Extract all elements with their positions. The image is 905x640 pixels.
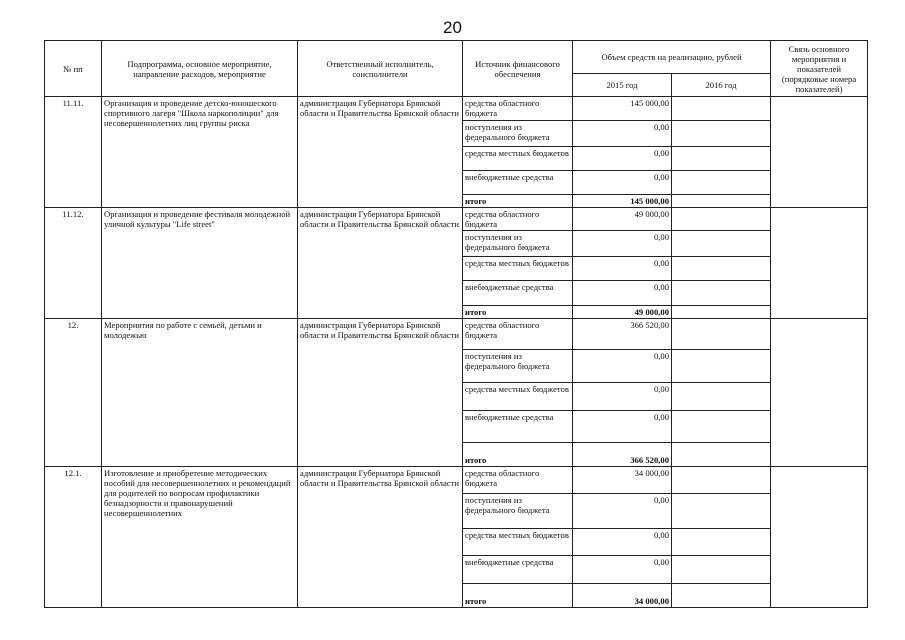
amount-2015: 0,00: [573, 383, 672, 411]
row-number: 12.1.: [45, 467, 102, 608]
funding-source: внебюджетные средства: [463, 281, 573, 306]
total-label: итого: [463, 443, 573, 467]
amount-2015: 145 000,00: [573, 97, 672, 121]
amount-2016: [672, 494, 771, 529]
funding-source: средства местных бюджетов: [463, 529, 573, 556]
amount-2015: 49 000,00: [573, 208, 672, 231]
table-row: [45, 208, 868, 231]
funding-source: поступления из федерального бюджета: [463, 231, 573, 257]
total-2015: 366 520,00: [573, 443, 672, 467]
funding-source: средства областного бюджета: [463, 467, 573, 494]
amount-2016: [672, 231, 771, 257]
row-number: 12.: [45, 319, 102, 467]
amount-2016: [672, 257, 771, 281]
amount-2016: [672, 529, 771, 556]
amount-2016: [672, 556, 771, 584]
amount-2016: [672, 467, 771, 494]
funding-source: внебюджетные средства: [463, 556, 573, 584]
funding-table: [44, 40, 868, 608]
indicator-link: [771, 208, 868, 319]
table-row: [45, 319, 868, 350]
total-2016: [672, 443, 771, 467]
amount-2016: [672, 97, 771, 121]
amount-2015: 0,00: [573, 121, 672, 147]
amount-2015: 0,00: [573, 171, 672, 195]
amount-2015: 0,00: [573, 494, 672, 529]
total-2015: 145 000,00: [573, 195, 672, 208]
total-2015: 34 000,00: [573, 584, 672, 608]
page-number: 20: [443, 18, 462, 37]
amount-2015: 0,00: [573, 556, 672, 584]
total-2016: [672, 306, 771, 319]
total-label: итого: [463, 584, 573, 608]
amount-2015: 0,00: [573, 281, 672, 306]
total-label: итого: [463, 306, 573, 319]
amount-2015: 0,00: [573, 231, 672, 257]
executor: администрация Губернатора Брянской области и Правительства Брянской области: [298, 97, 463, 208]
funding-source: поступления из федерального бюджета: [463, 494, 573, 529]
funding-source: средства местных бюджетов: [463, 147, 573, 171]
funding-source: внебюджетные средства: [463, 171, 573, 195]
funding-source: средства областного бюджета: [463, 319, 573, 350]
funding-source: поступления из федерального бюджета: [463, 350, 573, 383]
executor: администрация Губернатора Брянской области и Правительства Брянской области: [298, 208, 463, 319]
indicator-link: [771, 97, 868, 208]
amount-2016: [672, 383, 771, 411]
executor: администрация Губернатора Брянской области и Правительства Брянской области: [298, 467, 463, 608]
row-number: 11.12.: [45, 208, 102, 319]
amount-2016: [672, 171, 771, 195]
amount-2016: [672, 147, 771, 171]
amount-2016: [672, 208, 771, 231]
indicator-link: [771, 467, 868, 608]
activity-name: Мероприятия по работе с семьей, детьми и молодежью: [102, 319, 298, 467]
header-link: Связь основного мероприятия и показателей (порядковые номера показателей): [771, 41, 868, 97]
table-row: [45, 97, 868, 121]
funding-source: внебюджетные средства: [463, 411, 573, 443]
header-program: Подпрограмма, основное мероприятие, направление расходов, мероприятие: [102, 41, 298, 97]
activity-name: Организация и проведение фестиваля молодежной уличной культуры "Life street": [102, 208, 298, 319]
amount-2015: 0,00: [573, 529, 672, 556]
header-source: Источник финансового обеспечения: [463, 41, 573, 97]
funding-source: средства местных бюджетов: [463, 383, 573, 411]
funding-source: средства областного бюджета: [463, 208, 573, 231]
row-number: 11.11.: [45, 97, 102, 208]
table-row: [45, 467, 868, 494]
header-executor: Ответственный исполнитель, соисполнители: [298, 41, 463, 97]
funding-source: средства областного бюджета: [463, 97, 573, 121]
total-label: итого: [463, 195, 573, 208]
funding-source: поступления из федерального бюджета: [463, 121, 573, 147]
indicator-link: [771, 319, 868, 467]
activity-name: Организация и проведение детско-юношеского спортивного лагеря "Школа наркополиции" для несовершеннолетних лиц группы риска: [102, 97, 298, 208]
total-2016: [672, 584, 771, 608]
amount-2016: [672, 411, 771, 443]
amount-2016: [672, 281, 771, 306]
amount-2015: 366 520,00: [573, 319, 672, 350]
amount-2015: 0,00: [573, 257, 672, 281]
header-year-2015: 2015 год: [573, 74, 672, 97]
header-year-2016: 2016 год: [672, 74, 771, 97]
header-volume: Объем средств на реализацию, рублей: [573, 41, 771, 74]
funding-source: средства местных бюджетов: [463, 257, 573, 281]
activity-name: Изготовление и приобретение методических пособий для несовершеннолетних и рекомендаций для родителей по вопросам профилактики безнадзорности и правонарушений несовершеннолетних: [102, 467, 298, 608]
total-2016: [672, 195, 771, 208]
total-2015: 49 000,00: [573, 306, 672, 319]
amount-2015: 0,00: [573, 350, 672, 383]
amount-2016: [672, 350, 771, 383]
amount-2016: [672, 121, 771, 147]
amount-2016: [672, 319, 771, 350]
amount-2015: 0,00: [573, 411, 672, 443]
amount-2015: 0,00: [573, 147, 672, 171]
executor: администрация Губернатора Брянской области и Правительства Брянской области: [298, 319, 463, 467]
amount-2015: 34 000,00: [573, 467, 672, 494]
header-num: № пп: [45, 41, 102, 97]
